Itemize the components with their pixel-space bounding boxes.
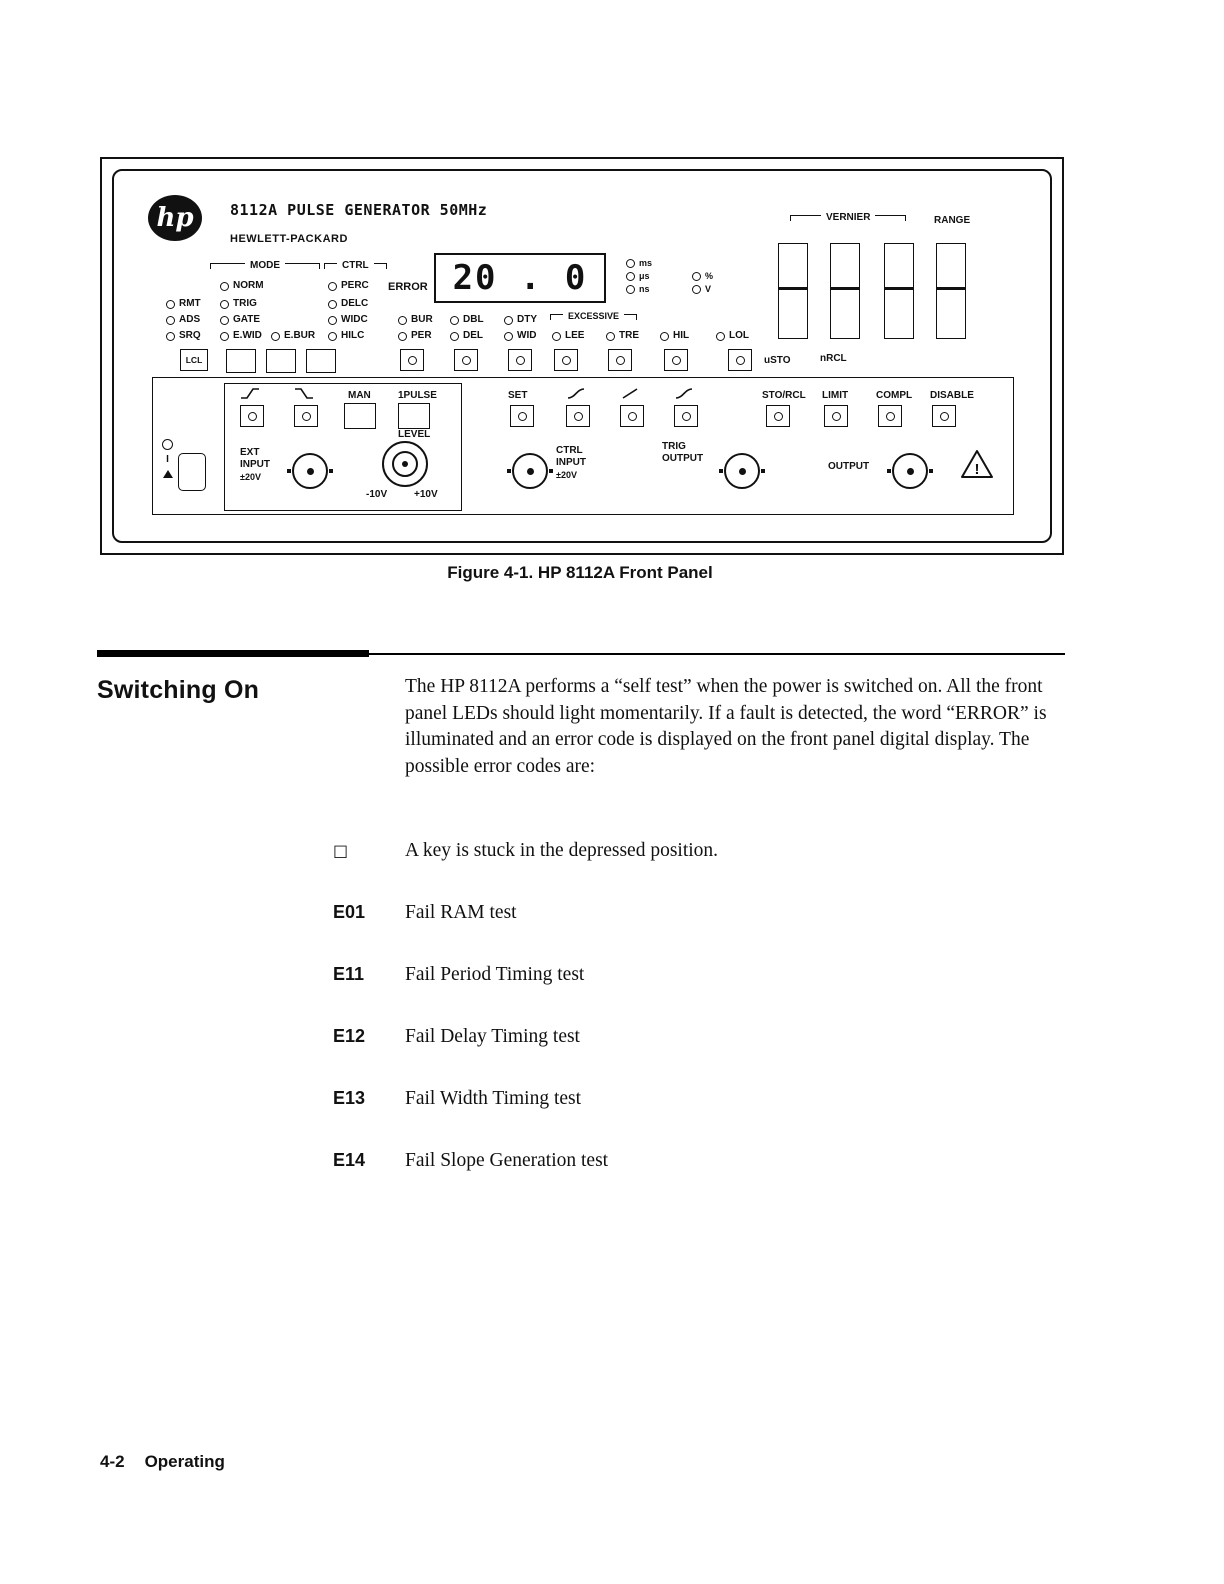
falling-edge-icon: [294, 386, 314, 400]
error-code: E14: [333, 1150, 366, 1170]
error-code: □: [333, 841, 349, 860]
output-bnc: [892, 453, 928, 489]
led-ebur: E.BUR: [271, 331, 315, 341]
param-key-2: [454, 349, 478, 371]
error-row: [333, 1026, 580, 1048]
power-key: [178, 453, 206, 491]
output-label: OUTPUT: [828, 461, 870, 472]
led-tre: TRE: [606, 331, 639, 341]
ramp-icon: [620, 386, 640, 400]
led-volt: V: [692, 285, 711, 294]
led-lol: LOL: [716, 331, 749, 341]
param-key-4: [554, 349, 578, 371]
edge-key-1: [566, 405, 590, 427]
slope-fall-key: [294, 405, 318, 427]
brand-label: HEWLETT-PACKARD: [230, 233, 348, 245]
ctrl-input-bnc: [512, 453, 548, 489]
error-code: E01: [333, 902, 366, 922]
front-panel-bezel: [112, 169, 1052, 543]
led-del: DEL: [450, 331, 483, 341]
error-code: E12: [333, 1026, 366, 1046]
section-rule-thick: [97, 650, 369, 657]
sto-rcl-key: [766, 405, 790, 427]
led-percent: %: [692, 272, 713, 281]
lcl-key: LCL: [180, 349, 208, 371]
error-desc: Fail RAM test: [405, 902, 517, 923]
instrument-title: 8112A PULSE GENERATOR 50MHz: [230, 201, 488, 219]
led-dbl: DBL: [450, 315, 484, 325]
compl-key: [878, 405, 902, 427]
section-heading: Switching On: [97, 676, 260, 704]
svg-text:!: !: [974, 461, 980, 478]
rising-edge-icon: [240, 386, 260, 400]
error-row: [333, 840, 718, 862]
error-row: [333, 964, 584, 986]
power-on-glyph: I: [166, 454, 169, 465]
led-per: PER: [398, 331, 432, 341]
limit-key: [824, 405, 848, 427]
led-hil: HIL: [660, 331, 689, 341]
chapter-label: Operating: [144, 1452, 225, 1471]
error-row: [333, 1150, 608, 1172]
led-us: μs: [626, 272, 650, 281]
led-lee: LEE: [552, 331, 584, 341]
error-desc: Fail Width Timing test: [405, 1088, 582, 1109]
led-ewid: E.WID: [220, 331, 262, 341]
led-dty: DTY: [504, 315, 537, 325]
single-pulse-label: 1PULSE: [398, 390, 437, 401]
led-srq: SRQ: [166, 331, 201, 341]
warning-icon: [960, 449, 994, 479]
excessive-group-label: EXCESSIVE: [550, 312, 637, 321]
error-desc: Fail Delay Timing test: [405, 1026, 580, 1047]
page-footer: [100, 1452, 245, 1472]
error-row: [333, 1088, 581, 1110]
led-widc: WIDC: [328, 315, 368, 325]
vernier-slider-3: [884, 243, 914, 339]
front-panel-figure: [100, 157, 1064, 555]
nrcl-label: nRCL: [820, 353, 847, 364]
led-rmt: RMT: [166, 299, 201, 309]
error-row: [333, 902, 517, 924]
mode-group-label: MODE: [210, 261, 320, 271]
led-ms: ms: [626, 259, 652, 268]
mode-key-2: [266, 349, 296, 373]
param-key-6: [664, 349, 688, 371]
edge-icon-2: [674, 386, 694, 400]
level-knob-inner: [392, 451, 418, 477]
error-desc: Fail Period Timing test: [405, 964, 585, 985]
led-perc: PERC: [328, 281, 369, 291]
level-min-label: -10V: [366, 489, 388, 500]
single-pulse-key: [398, 403, 430, 429]
set-key: [510, 405, 534, 427]
ctrl-input-label: CTRL INPUT ±20V: [556, 445, 586, 480]
slope-rise-key: [240, 405, 264, 427]
param-key-1: [400, 349, 424, 371]
trig-output-label: TRIG OUTPUT: [662, 441, 704, 464]
led-delc: DELC: [328, 299, 368, 309]
section-rule-thin: [369, 653, 1065, 655]
ext-input-label: EXT INPUT ±20V: [240, 447, 270, 482]
limit-label: LIMIT: [822, 390, 849, 401]
mode-key-3: [306, 349, 336, 373]
compl-label: COMPL: [876, 390, 913, 401]
param-key-5: [608, 349, 632, 371]
param-key-3: [508, 349, 532, 371]
led-ads: ADS: [166, 315, 200, 325]
led-ns: ns: [626, 285, 650, 294]
ramp-key: [620, 405, 644, 427]
led-wid: WID: [504, 331, 536, 341]
error-desc: Fail Slope Generation test: [405, 1150, 609, 1171]
digital-display: 20 . 0: [434, 253, 606, 303]
page-number: 4-2: [100, 1452, 125, 1471]
level-label: LEVEL: [398, 429, 431, 440]
mode-key-1: [226, 349, 256, 373]
led-trig: TRIG: [220, 299, 257, 309]
usto-label: uSTO: [764, 355, 791, 366]
sto-rcl-label: STO/RCL: [762, 390, 806, 401]
param-key-7: [728, 349, 752, 371]
vernier-slider-2: [830, 243, 860, 339]
level-max-label: +10V: [414, 489, 438, 500]
disable-label: DISABLE: [930, 390, 974, 401]
error-code: E13: [333, 1088, 366, 1108]
led-bur: BUR: [398, 315, 433, 325]
led-norm: NORM: [220, 281, 264, 291]
ext-input-bnc: [292, 453, 328, 489]
led-hilc: HILC: [328, 331, 364, 341]
vernier-group-label: VERNIER: [790, 213, 906, 223]
range-label: RANGE: [934, 215, 971, 226]
vernier-slider-1: [778, 243, 808, 339]
trig-output-bnc: [724, 453, 760, 489]
ctrl-group-label: CTRL: [324, 261, 387, 271]
led-gate: GATE: [220, 315, 260, 325]
error-desc: A key is stuck in the depressed position.: [405, 840, 719, 861]
range-slider: [936, 243, 966, 339]
set-label: SET: [508, 390, 528, 401]
error-code: E11: [333, 964, 365, 984]
power-triangle-glyph: [163, 470, 173, 478]
man-label: MAN: [348, 390, 371, 401]
edge-icon-1: [566, 386, 586, 400]
level-knob: [382, 441, 428, 487]
edge-key-2: [674, 405, 698, 427]
man-key: [344, 403, 376, 429]
error-label: ERROR: [388, 281, 428, 293]
power-circle-glyph: [162, 439, 173, 450]
hp-logo: hp: [148, 195, 202, 241]
power-switch-icon: [162, 439, 173, 478]
disable-key: [932, 405, 956, 427]
figure-caption: Figure 4-1. HP 8112A Front Panel: [447, 563, 713, 582]
section-body: The HP 8112A performs a “self test” when the power is switched on. All the front panel LEDs should light momentarily. If a fault is detected, the word “ERROR” is illuminated and an error code is displayed on the front panel digital display. The possible error codes are:: [405, 676, 1047, 777]
